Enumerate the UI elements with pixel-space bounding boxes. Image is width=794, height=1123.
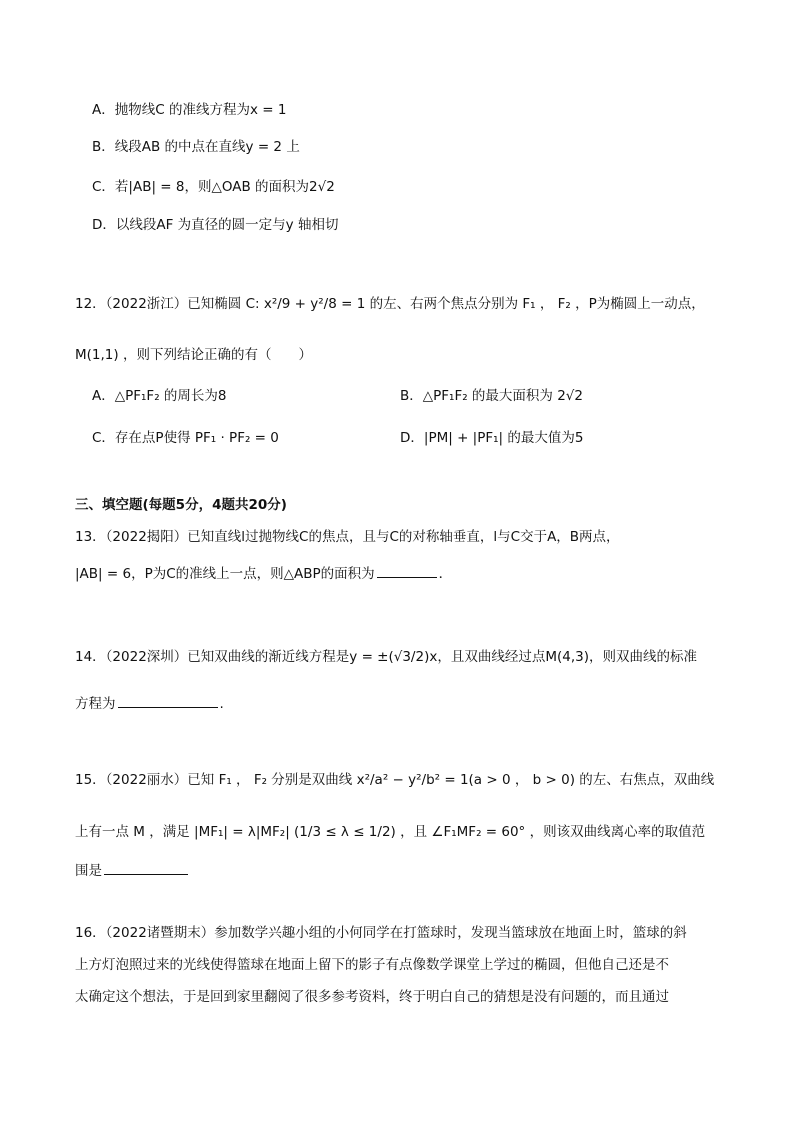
q14-end: . <box>219 696 224 712</box>
answer-blank[interactable] <box>118 693 218 708</box>
q12-option-a: A．△PF₁F₂ 的周长为8 <box>92 388 227 404</box>
q15-stem-line3 <box>75 860 190 881</box>
q14-stem-line2 <box>75 693 224 714</box>
q13-stem-line2 <box>75 563 452 584</box>
q13-text: |AB| = 6，P为C的准线上一点，则△ABP的面积为 <box>75 566 375 582</box>
q12-option-d: D．|PM| + |PF₁| 的最大值为5 <box>400 430 584 446</box>
q15-stem-line1: 15．（2022丽水）已知 F₁ ， F₂ 分别是双曲线 x²/a² − y²/b² = 1(a > 0 ， b > 0) 的左、右焦点，双曲线 <box>75 772 715 788</box>
q11-option-c: C．若|AB| = 8，则△OAB 的面积为2√2 <box>92 179 335 195</box>
answer-blank[interactable] <box>377 563 437 578</box>
q12-option-b: B．△PF₁F₂ 的最大面积为 2√2 <box>400 388 584 404</box>
q12-stem-line2: M(1,1) ，则下列结论正确的有（ ） <box>75 347 312 363</box>
q15-stem-line2: 上有一点 M ，满足 |MF₁| = λ|MF₂| (1/3 ≤ λ ≤ 1/2) ，且 ∠F₁MF₂ = 60° ，则该双曲线离心率的取值范 <box>75 824 706 840</box>
q11-option-a: A．抛物线C 的准线方程为x = 1 <box>92 102 287 118</box>
q11-option-d: D．以线段AF 为直径的圆一定与y 轴相切 <box>92 217 339 233</box>
answer-blank[interactable] <box>104 860 188 875</box>
q15-text: 围是 <box>75 863 102 879</box>
q14-stem-line1: 14．（2022深圳）已知双曲线的渐近线方程是y = ±(√3/2)x，且双曲线经过点M(4,3)，则双曲线的标准 <box>75 649 697 665</box>
q13-stem-line1: 13．（2022揭阳）已知直线l过抛物线C的焦点，且与C的对称轴垂直，l与C交于A，B两点， <box>75 529 620 545</box>
q12-option-c: C．存在点P使得 PF₁ · PF₂ = 0 <box>92 430 279 446</box>
q14-text: 方程为 <box>75 696 116 712</box>
q11-option-b: B．线段AB 的中点在直线y = 2 上 <box>92 139 300 155</box>
q16-stem-line1: 16．（2022诸暨期末）参加数学兴趣小组的小何同学在打篮球时，发现当篮球放在地面上时，篮球的斜 <box>75 925 687 941</box>
q16-stem-line3: 太确定这个想法，于是回到家里翻阅了很多参考资料，终于明白自己的猜想是没有问题的，而且通过 <box>75 989 669 1005</box>
q12-stem-line1: 12．（2022浙江）已知椭圆 C: x²/9 + y²/8 = 1 的左、右两个焦点分别为 F₁ ， F₂ ，P为椭圆上一动点， <box>75 296 705 312</box>
q16-stem-line2: 上方灯泡照过来的光线使得篮球在地面上留下的影子有点像数学课堂上学过的椭圆，但他自己还是不 <box>75 957 669 973</box>
q13-end: ． <box>438 566 453 582</box>
section-heading: 三、填空题(每题5分，4题共20分) <box>75 497 287 513</box>
